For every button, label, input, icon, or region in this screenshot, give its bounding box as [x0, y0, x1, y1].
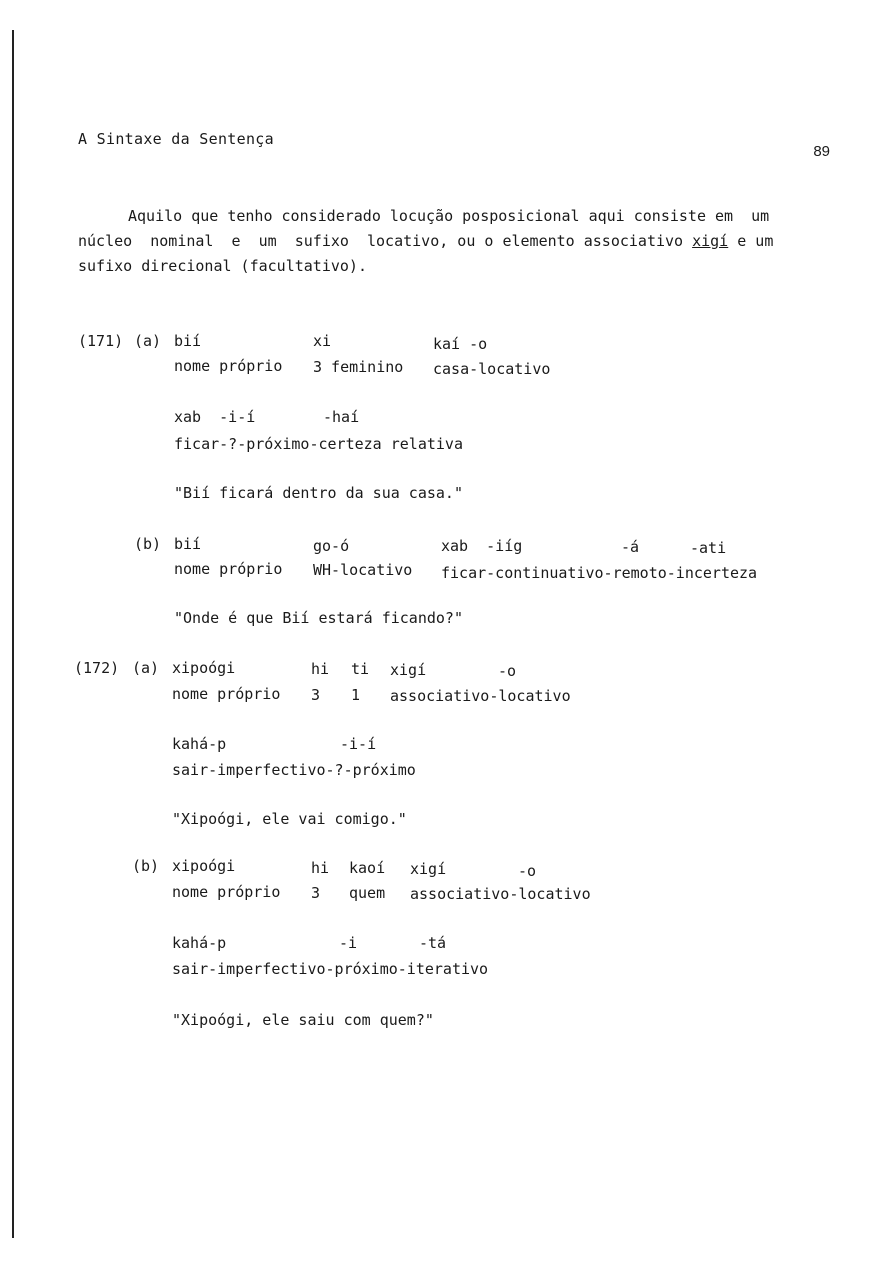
morph: xipoógi	[172, 857, 236, 875]
morph: kahá-p	[172, 735, 227, 753]
gloss: associativo-locativo	[390, 687, 571, 705]
morph: go-ó	[313, 537, 350, 555]
morph: xi	[313, 332, 332, 350]
gloss: nome próprio	[172, 685, 281, 703]
example-letter: (a)	[132, 659, 160, 677]
morph: kahá-p	[172, 934, 227, 952]
morph: xigí	[410, 860, 447, 878]
gloss: ficar-?-próximo-certeza relativa	[174, 435, 463, 453]
gloss: WH-locativo	[313, 561, 413, 579]
paragraph-line-2-post: e um	[728, 232, 774, 250]
gloss: 1	[351, 686, 361, 704]
morph: -o	[518, 862, 537, 880]
morph: bií	[174, 535, 202, 553]
translation: "Xipoógi, ele saiu com quem?"	[172, 1011, 434, 1029]
example-letter: (b)	[134, 535, 162, 553]
example-number: (171)	[78, 332, 124, 350]
morph: xigí	[390, 661, 427, 679]
paragraph-line-2-pre: núcleo nominal e um sufixo locativo, ou o elemento associativo	[78, 232, 693, 250]
gloss: quem	[349, 884, 386, 902]
page-number: 89	[813, 143, 830, 160]
intro-paragraph	[78, 204, 830, 279]
running-head: A Sintaxe da Sentença	[78, 130, 274, 148]
gloss: 3	[311, 686, 321, 704]
gloss: sair-imperfectivo-?-próximo	[172, 761, 416, 779]
gloss: casa-locativo	[433, 360, 551, 378]
morph: hi	[311, 660, 330, 678]
translation: "Xipoógi, ele vai comigo."	[172, 810, 407, 828]
left-margin-rule	[12, 30, 14, 1238]
paragraph-line-3: sufixo direcional (facultativo).	[78, 257, 367, 275]
gloss: nome próprio	[172, 883, 281, 901]
morph: -ati	[690, 539, 727, 557]
translation: "Onde é que Bií estará ficando?"	[174, 609, 463, 627]
morph: xab -iíg	[441, 537, 523, 555]
morph: -á	[621, 538, 640, 556]
morph: -tá	[419, 934, 447, 952]
gloss: 3	[311, 884, 321, 902]
gloss: nome próprio	[174, 357, 283, 375]
translation: "Bií ficará dentro da sua casa."	[174, 484, 463, 502]
gloss: sair-imperfectivo-próximo-iterativo	[172, 960, 489, 978]
gloss: 3 feminino	[313, 358, 404, 376]
morph: -i	[339, 934, 358, 952]
morph: hi	[311, 859, 330, 877]
paragraph-line-2	[78, 229, 830, 254]
morph: xab -i-í	[174, 408, 256, 426]
morph: xipoógi	[172, 659, 236, 677]
morph: kaí -o	[433, 335, 488, 353]
morph: kaoí	[349, 859, 386, 877]
example-number: (172)	[74, 659, 120, 677]
gloss: ficar-continuativo-remoto-incerteza	[441, 564, 758, 582]
underlined-term: xigí	[692, 232, 729, 250]
morph: bií	[174, 332, 202, 350]
morph: -haí	[323, 408, 360, 426]
morph: ti	[351, 660, 370, 678]
example-letter: (a)	[134, 332, 162, 350]
morph: -o	[498, 662, 517, 680]
paragraph-line-1: Aquilo que tenho considerado locução posposicional aqui consiste em um	[128, 207, 770, 225]
gloss: associativo-locativo	[410, 885, 591, 903]
example-letter: (b)	[132, 857, 160, 875]
gloss: nome próprio	[174, 560, 283, 578]
morph: -i-í	[340, 735, 377, 753]
